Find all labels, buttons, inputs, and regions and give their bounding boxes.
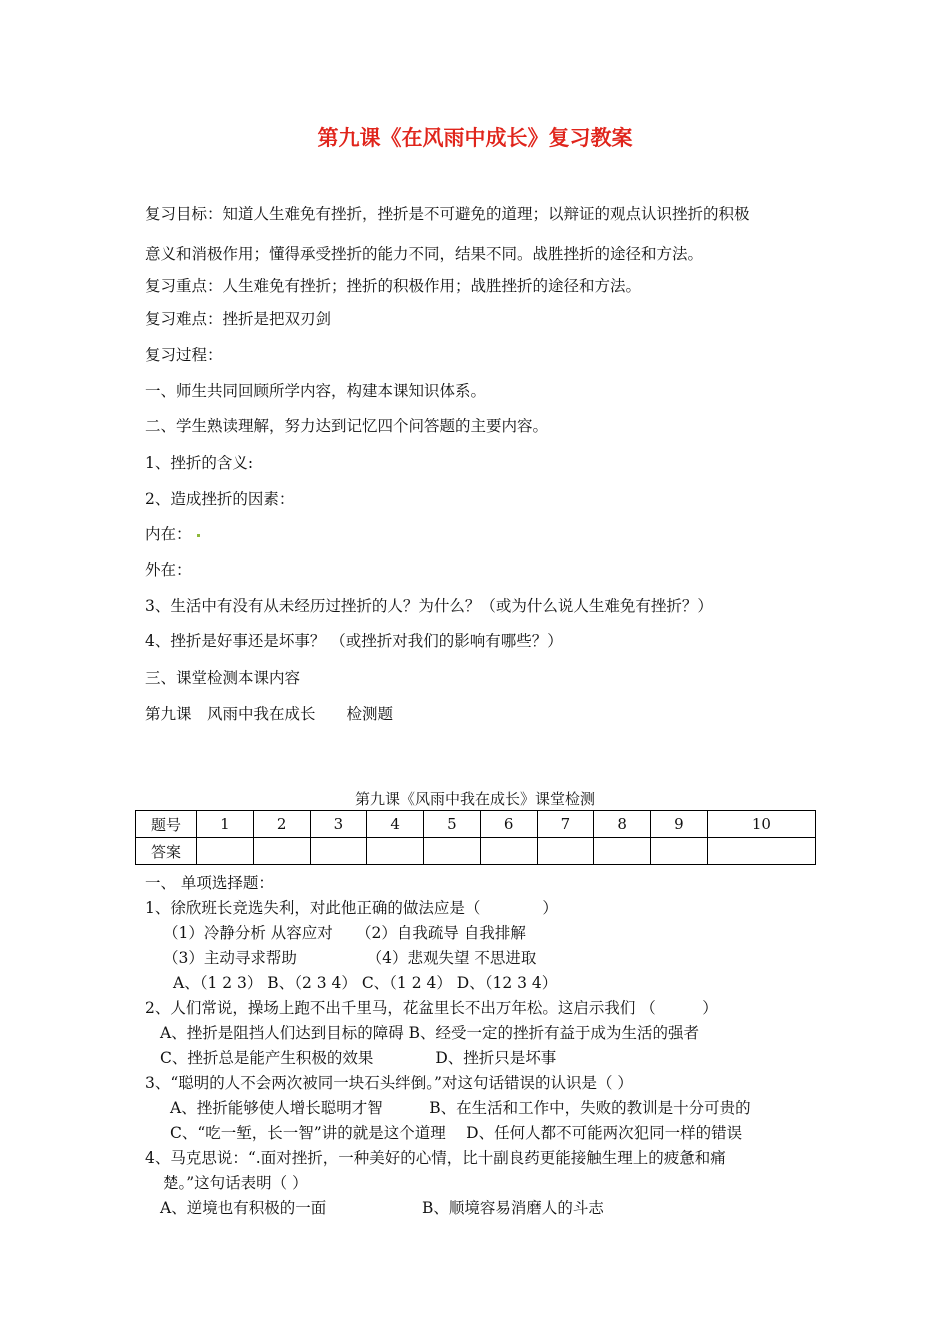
table-header-cell: 题号 — [136, 811, 197, 838]
review-difficulty: 复习难点：挫折是把双刃剑 — [145, 310, 332, 328]
table-row — [136, 811, 816, 838]
review-focus: 复习重点：人生难免有挫折；挫折的积极作用；战胜挫折的途径和方法。 — [145, 277, 642, 295]
q1-choices: A、（1 2 3） B、（2 3 4） C、（1 2 4） D、（12 3 4） — [173, 974, 558, 992]
table-cell: 9 — [651, 811, 708, 838]
step-one: 一、师生共同回顾所学内容，构建本课知识体系。 — [145, 382, 487, 400]
internal-label — [145, 522, 201, 544]
item-1: 1、挫折的含义: — [145, 454, 254, 472]
table-cell: 5 — [424, 811, 481, 838]
test-heading: 第九课 风雨中我在成长 检测题 — [145, 705, 394, 723]
table-cell: 2 — [253, 811, 310, 838]
table-cell: 8 — [594, 811, 651, 838]
answer-cell — [367, 838, 424, 865]
item-4: 4、挫折是好事还是坏事？ （或挫折对我们的影响有哪些？） — [145, 632, 563, 650]
answer-table — [135, 810, 816, 865]
item-3: 3、生活中有没有从未经历过挫折的人？为什么？（或为什么说人生难免有挫折？） — [145, 597, 713, 615]
q2-choices-ab: A、挫折是阻挡人们达到目标的障碍 B、经受一定的挫折有益于成为生活的强者 — [160, 1024, 700, 1042]
dot-mark — [197, 534, 200, 537]
q1-options-a: （1）冷静分析 从容应对 （2）自我疏导 自我排解 — [163, 924, 526, 942]
question-1: 1、徐欣班长竞选失利，对此他正确的做法应是（ ） — [145, 899, 558, 917]
question-4-line2: 楚。”这句话表明（ ） — [163, 1174, 308, 1192]
question-2: 2、人们常说，操场上跑不出千里马，花盆里长不出万年松。这启示我们 （ ） — [145, 999, 718, 1017]
table-cell: 7 — [537, 811, 594, 838]
question-4-line1: 4、马克思说：“.面对挫折，一种美好的心情，比十副良药更能接触生理上的疲惫和痛 — [145, 1149, 726, 1167]
table-header-cell: 答案 — [136, 838, 197, 865]
q4-choice-b: B、顺境容易消磨人的斗志 — [422, 1199, 604, 1217]
answer-cell — [651, 838, 708, 865]
answer-cell — [707, 838, 815, 865]
q3-choices-ab: A、挫折能够使人增长聪明才智 B、在生活和工作中，失败的教训是十分可贵的 — [170, 1099, 751, 1117]
answer-cell — [537, 838, 594, 865]
review-process: 复习过程： — [145, 346, 223, 364]
answer-cell — [424, 838, 481, 865]
answer-cell — [480, 838, 537, 865]
q1-options-b: （3）主动寻求帮助 （4）悲观失望 不思进取 — [163, 949, 537, 967]
table-cell: 6 — [480, 811, 537, 838]
external-label: 外在： — [145, 561, 192, 579]
table-cell: 4 — [367, 811, 424, 838]
section-heading: 一、 单项选择题： — [145, 874, 274, 892]
test-subtitle: 第九课《风雨中我在成长》课堂检测 — [354, 790, 595, 808]
answer-cell — [197, 838, 254, 865]
answer-cell — [594, 838, 651, 865]
answer-cell — [310, 838, 367, 865]
table-cell: 3 — [310, 811, 367, 838]
item-2: 2、造成挫折的因素： — [145, 490, 295, 508]
review-goal-line2: 意义和消极作用；懂得承受挫折的能力不同，结果不同。战胜挫折的途径和方法。 — [145, 245, 704, 263]
step-two: 二、学生熟读理解，努力达到记忆四个问答题的主要内容。 — [145, 417, 549, 435]
table-cell: 10 — [707, 811, 815, 838]
answer-cell — [253, 838, 310, 865]
q4-choice-a: A、逆境也有积极的一面 — [160, 1199, 327, 1217]
q2-choices-cd: C、挫折总是能产生积极的效果 D、挫折只是坏事 — [160, 1049, 557, 1067]
internal-text: 内在： — [145, 525, 192, 543]
document-title: 第九课《在风雨中成长》复习教案 — [317, 126, 633, 150]
step-three: 三、课堂检测本课内容 — [145, 669, 301, 687]
table-cell: 1 — [197, 811, 254, 838]
q3-choices-cd: C、“吃一堑，长一智”讲的就是这个道理 D、任何人都不可能两次犯同一样的错误 — [170, 1124, 743, 1142]
table-row — [136, 838, 816, 865]
question-3: 3、“聪明的人不会两次被同一块石头绊倒。”对这句话错误的认识是（ ） — [145, 1074, 633, 1092]
review-goal-line1: 复习目标：知道人生难免有挫折，挫折是不可避免的道理；以辩证的观点认识挫折的积极 — [145, 205, 750, 223]
